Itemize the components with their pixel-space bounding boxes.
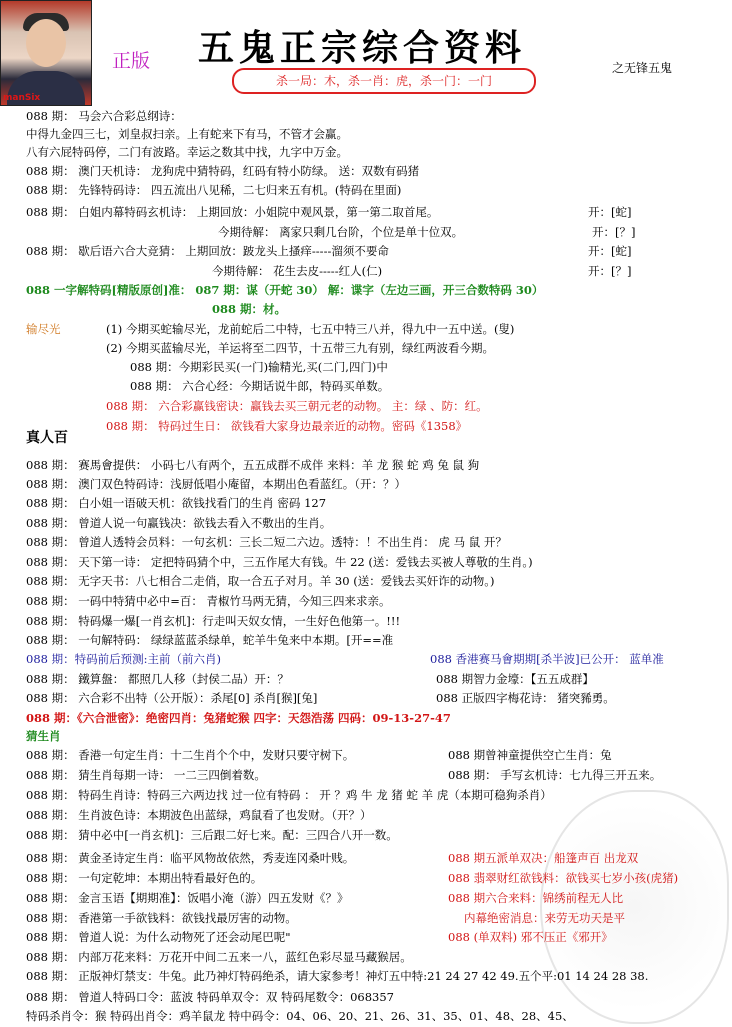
text-line: 开：[蛇] xyxy=(588,244,632,258)
text-line: 088 期： 猜生肖每期一诗： 一二三四倒着数。 xyxy=(26,768,266,782)
photo-face xyxy=(26,19,66,67)
text-line: 088 期六合来料：锦绣前程无人比 xyxy=(448,891,624,905)
text-line: 088 (单双料) 邪不压正《邪开》 xyxy=(448,930,613,944)
text-line: 088 期：《六合泄密》：绝密四肖：兔猪蛇猴 四字：天怨浩荡 四码：09-13-27-47 xyxy=(26,711,451,725)
text-line: 088 期： 无字天书：八七相合二走俏，取一合五子对月。羊 30 (送：爱钱去买奸诈的动物。) xyxy=(26,574,495,588)
text-line: 088 期： 马会六合彩总纲诗： xyxy=(26,109,182,123)
text-line: 088 期智力金壕：【五五成群】 xyxy=(436,672,594,686)
text-line: 中得九金四三七，刘皇叔扫亲。上有蛇来下有马，不管才会赢。 xyxy=(26,127,348,141)
text-line: 088 期： 曾道人特码口令：蓝波 特码单双令：双 特码尾数令：068357 xyxy=(26,990,394,1004)
text-line: 088 期： 天下第一诗： 定把特码猜个中，三五作尾大有钱。牛 22 (送：爱钱去买被人尊敬的生肖。) xyxy=(26,555,533,569)
text-line: 088 期： 一码中特猜中必中=百： 青椒竹马两无猜，今知三四来求亲。 xyxy=(26,594,391,608)
text-line: 088 期： 澳门天机诗： 龙狗虎中猜特码，红码有特小防绿。 送：双数有码猪 xyxy=(26,164,420,178)
text-line: 088 期： 六合彩赢钱密诀：赢钱去买三朝元老的动物。 主：绿 、防：红。 xyxy=(106,399,488,413)
kill-banner: 杀一局：木，杀一肖：虎，杀一门：一门 xyxy=(232,68,536,94)
text-line: 088 期： 黄金圣诗定生肖：临平风物故依然，秀麦连冈桑叶贱。 xyxy=(26,851,355,865)
text-line: 088 期： 手写玄机诗：七九得三开五来。 xyxy=(448,768,662,782)
text-line: 088 期： 曾道人说：为什么动物死了还会动尾巴呢" xyxy=(26,930,291,944)
text-line: 088 期：今期彩民买(一门)输精光,买(二门,四门)中 xyxy=(130,360,388,374)
text-line: 088 期：特码前后预测:主前（前六肖) xyxy=(26,652,221,666)
text-line: 088 期： 特码生肖诗：特码三六两边找 过一位有特码 ： 开 ？鸡 牛 龙 猪 蛇 羊 虎（本期可稳狗杀肖） xyxy=(26,788,552,802)
text-line: 088 期五派单双决：船篷声百 出龙双 xyxy=(448,851,639,865)
text-line: 八有六屁特码停，二门有波路。幸运之数其中找，九字中万金。 xyxy=(26,145,348,159)
text-line: 088 期： 六合彩不出特（公开版）：杀尾[0] 杀肖[猴][兔] xyxy=(26,691,318,705)
host-photo xyxy=(0,0,92,106)
text-line: 内幕绝密消息：来劳无功天是平 xyxy=(464,911,625,925)
text-line: 真人百 xyxy=(26,430,68,446)
text-line: (2) 今期买蓝输尽光，羊运将至二四节，十五带三九有别，绿红两波看今期。 xyxy=(106,341,494,355)
text-line: 088 期： 内部万花来料：万花开中间二五来一八，蓝红色彩尽显马藏猴居。 xyxy=(26,950,412,964)
text-line: 特码杀肖令：猴 特码出肖令：鸡羊鼠龙 特中码令：04、06、20、21、26、31、35、01、48、28、45、 xyxy=(26,1009,574,1023)
text-line: 088 期： 金言玉语【期期准】：饭唱小淹（游）四五发财《？》 xyxy=(26,891,349,905)
text-line: 088 期： 鐵算盤： 都照几人移（封侯二品）开：？ xyxy=(26,672,289,686)
text-line: 输尽光 xyxy=(26,322,61,336)
text-line: 088 期： 一句解特码： 绿绿蓝蓝杀绿单，蛇羊牛兔来中本期。[开==准 xyxy=(26,633,394,647)
text-line: 088 期： 生肖波色诗：本期波色出蓝绿，鸡鼠看了也发财。（开？） xyxy=(26,808,372,822)
text-line: 088 香港赛马會期期[杀半波]已公开： 蓝单准 xyxy=(430,652,664,666)
text-line: 088 期： 正版神灯禁支：牛兔。此乃神灯特码绝杀，请大家参考！神灯五中特:21 24 27 42 49.五个平:01 14 24 28 38. xyxy=(26,969,649,983)
text-line: 今期待解： 离家只剩几台阶，个位是单十位双。 xyxy=(218,225,464,239)
text-line: 088 期： 歇后语六合大竞猜： 上期回放：跛龙头上搔痒-----溜须不要命 xyxy=(26,244,389,258)
text-line: 088 翡翠财红欲钱料：欲钱买七岁小孩(虎猪) xyxy=(448,871,679,885)
text-line: 088 期： 曾道人透特会员料：一句玄机：三长二短二六边。透特：！不出生肖： 虎 马 鼠 开？ xyxy=(26,535,507,549)
text-line: 开：[？] xyxy=(592,225,636,239)
text-line: 088 正版四字梅花诗： 猪突豨勇。 xyxy=(436,691,615,705)
text-line: 开：[？] xyxy=(588,264,632,278)
text-line: 猜生肖 xyxy=(26,729,61,743)
text-line: 开：[蛇] xyxy=(588,205,632,219)
text-line: 088 期： 一句定乾坤：本期出特看最好色的。 xyxy=(26,871,263,885)
page-title: 五鬼正宗综合资料 xyxy=(198,27,527,69)
text-line: 088 期： 六合心经：今期话说牛郎，特码买单数。 xyxy=(130,379,390,393)
text-line: 088 期： 特码爆一爆[一肖玄机]：行走叫天奴女情，一生好色他第一。!!! xyxy=(26,614,401,628)
text-line: 088 期： 赛馬會提供： 小码七八有两个，五五成群不成伴 来料：羊 龙 猴 蛇 鸡 兔 鼠 狗 xyxy=(26,458,480,472)
text-line: 088 期：材。 xyxy=(212,302,287,316)
author-label: 之无锋五鬼 xyxy=(612,61,673,75)
text-line: 今期待解： 花生去皮-----红人(仁) xyxy=(212,264,383,278)
text-line: 088 期曾神童提供空亡生肖：兔 xyxy=(448,748,612,762)
text-line: 088 期： 猜中必中[一肖玄机]：三后跟二好七来。配：三四合八开一数。 xyxy=(26,828,398,842)
dragon-watermark xyxy=(540,790,729,1024)
text-line: 088 期： 先锋特码诗： 四五流出八见稀，二七归来五有机。(特码在里面) xyxy=(26,183,402,197)
text-line: 088 期： 香港第一手欲钱料：欲钱找最厉害的动物。 xyxy=(26,911,297,925)
text-line: 088 期： 澳门双色特码诗：浅厨低唱小庵留，本期出色看蓝红。（开：？） xyxy=(26,477,407,491)
text-line: (1) 今期买蛇输尽光，龙前蛇后二中特，七五中特三八并，得九中一五中送。(叟) xyxy=(106,322,515,336)
text-line: 088 期： 白姐内幕特码玄机诗： 上期回放：小姐院中观风景，第一第二取首尾。 xyxy=(26,205,439,219)
text-line: 088 期： 特码过生日： 欲钱看大家身边最亲近的动物。密码《1358》 xyxy=(106,419,468,433)
text-line: 088 期： 曾道人说一句赢钱决：欲钱去看入不敷出的生肖。 xyxy=(26,516,332,530)
text-line: 088 期： 香港一句定生肖：十二生肖个个中，发财只要守树下。 xyxy=(26,748,355,762)
text-line: 088 期： 白小姐一语破天机：欲钱找看门的生肖 密码 127 xyxy=(26,496,327,510)
edition-label: 正版 xyxy=(112,50,151,72)
text-line: 088 一字解特码[精版原创]准： 087 期：谋（开蛇 30） 解：谍字（左边三画，开三合数特码 30） xyxy=(26,283,544,297)
photo-logo: manSix xyxy=(3,93,41,103)
